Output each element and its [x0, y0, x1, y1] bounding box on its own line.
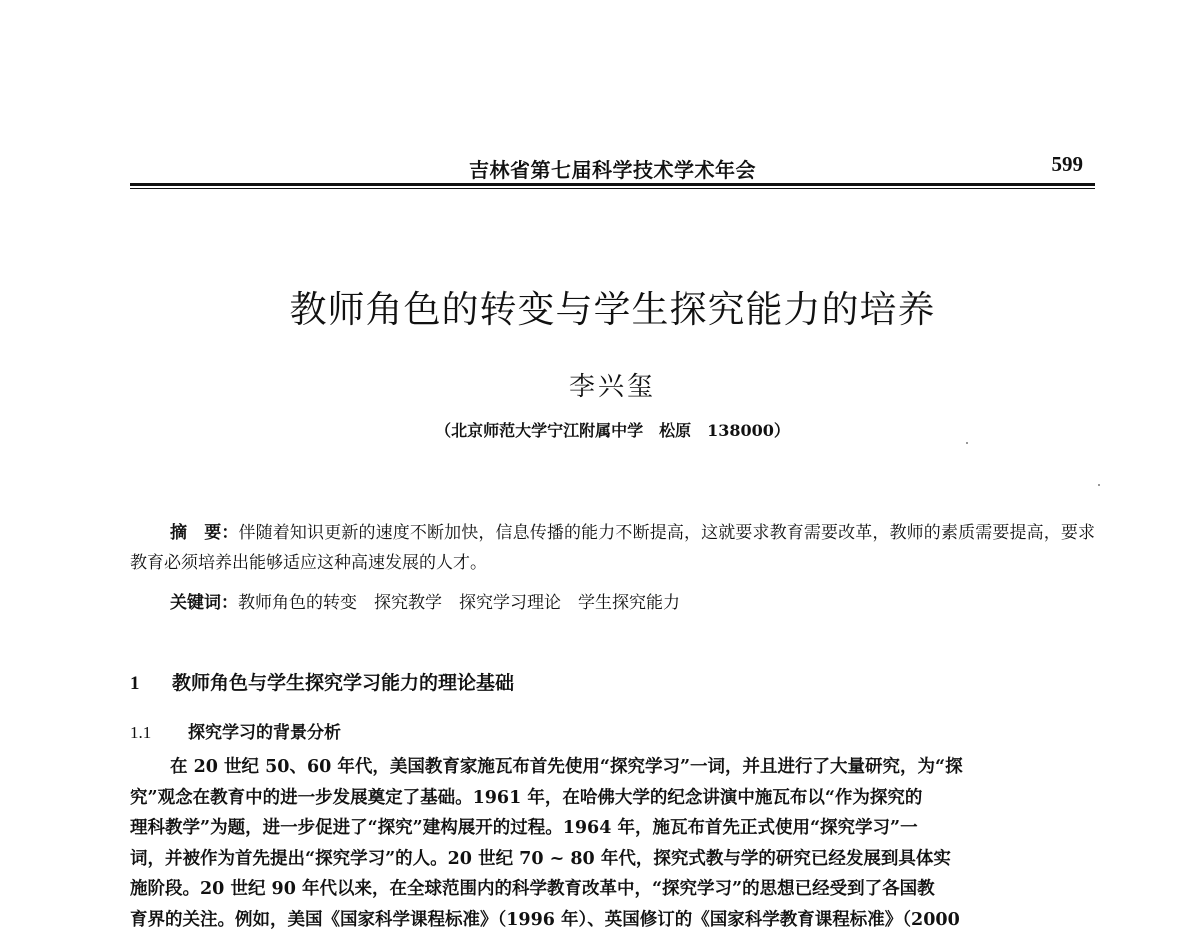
body-line: 施阶段。20 世纪 90 年代以来，在全球范围内的科学教育改革中，“探究学习”的思想已经受到了各国教 [130, 879, 935, 899]
subsection-title: 探究学习的背景分析 [188, 723, 341, 743]
body-line: 在 20 世纪 50、60 年代，美国教育家施瓦布首先使用“探究学习”一词，并且进行了大量研究，为“探 [170, 757, 963, 777]
body-line: 词，并被作为首先提出“探究学习”的人。20 世纪 70 ~ 80 年代，探究式教与学的研究已经发展到具体实 [130, 848, 951, 869]
section-number: 1 [130, 673, 140, 694]
subsection-heading [130, 718, 341, 743]
body-line: 究”观念在教育中的进一步发展奠定了基础。1961 年，在哈佛大学的纪念讲演中施瓦布以“作为探究的 [130, 787, 923, 808]
author-name: 李兴玺 [568, 372, 656, 402]
author-affiliation: （北京师范大学宁江附属中学 松原 138000） [435, 421, 790, 440]
abstract-label: 摘 要： [170, 523, 239, 543]
header-rule-thin [130, 188, 1095, 189]
subsection-number: 1.1 [130, 723, 152, 742]
page-number: 599 [1051, 152, 1083, 176]
body-paragraph [130, 752, 1095, 935]
header-rule-thick [130, 183, 1095, 186]
abstract-text: 伴随着知识更新的速度不断加快，信息传播的能力不断提高，这就要求教育需要改革，教师的素质需要提高，要求教育必须培养出能够适应这种高速发展的人才。 [130, 523, 1096, 573]
paper-title: 教师角色的转变与学生探究能力的培养 [289, 287, 936, 331]
section-title: 教师角色与学生探究学习能力的理论基础 [172, 672, 515, 694]
scan-speck [1098, 484, 1100, 486]
section-heading [130, 668, 514, 695]
scan-speck [966, 442, 968, 444]
keywords-label: 关键词： [170, 593, 238, 613]
running-header [130, 150, 1095, 182]
keywords-text: 教师角色的转变 探究教学 探究学习理论 学生探究能力 [238, 593, 680, 613]
body-line: 育界的关注。例如，美国《国家科学课程标准》（1996 年）、英国修订的《国家科学教育课程标准》（2000 [130, 909, 960, 930]
keywords [130, 588, 1135, 618]
abstract [130, 518, 1095, 578]
body-line: 理科教学”为题，进一步促进了“探究”建构展开的过程。1964 年，施瓦布首先正式使用“探究学习”一 [130, 818, 918, 838]
running-title: 吉林省第七届科学技术学术年会 [469, 158, 756, 182]
